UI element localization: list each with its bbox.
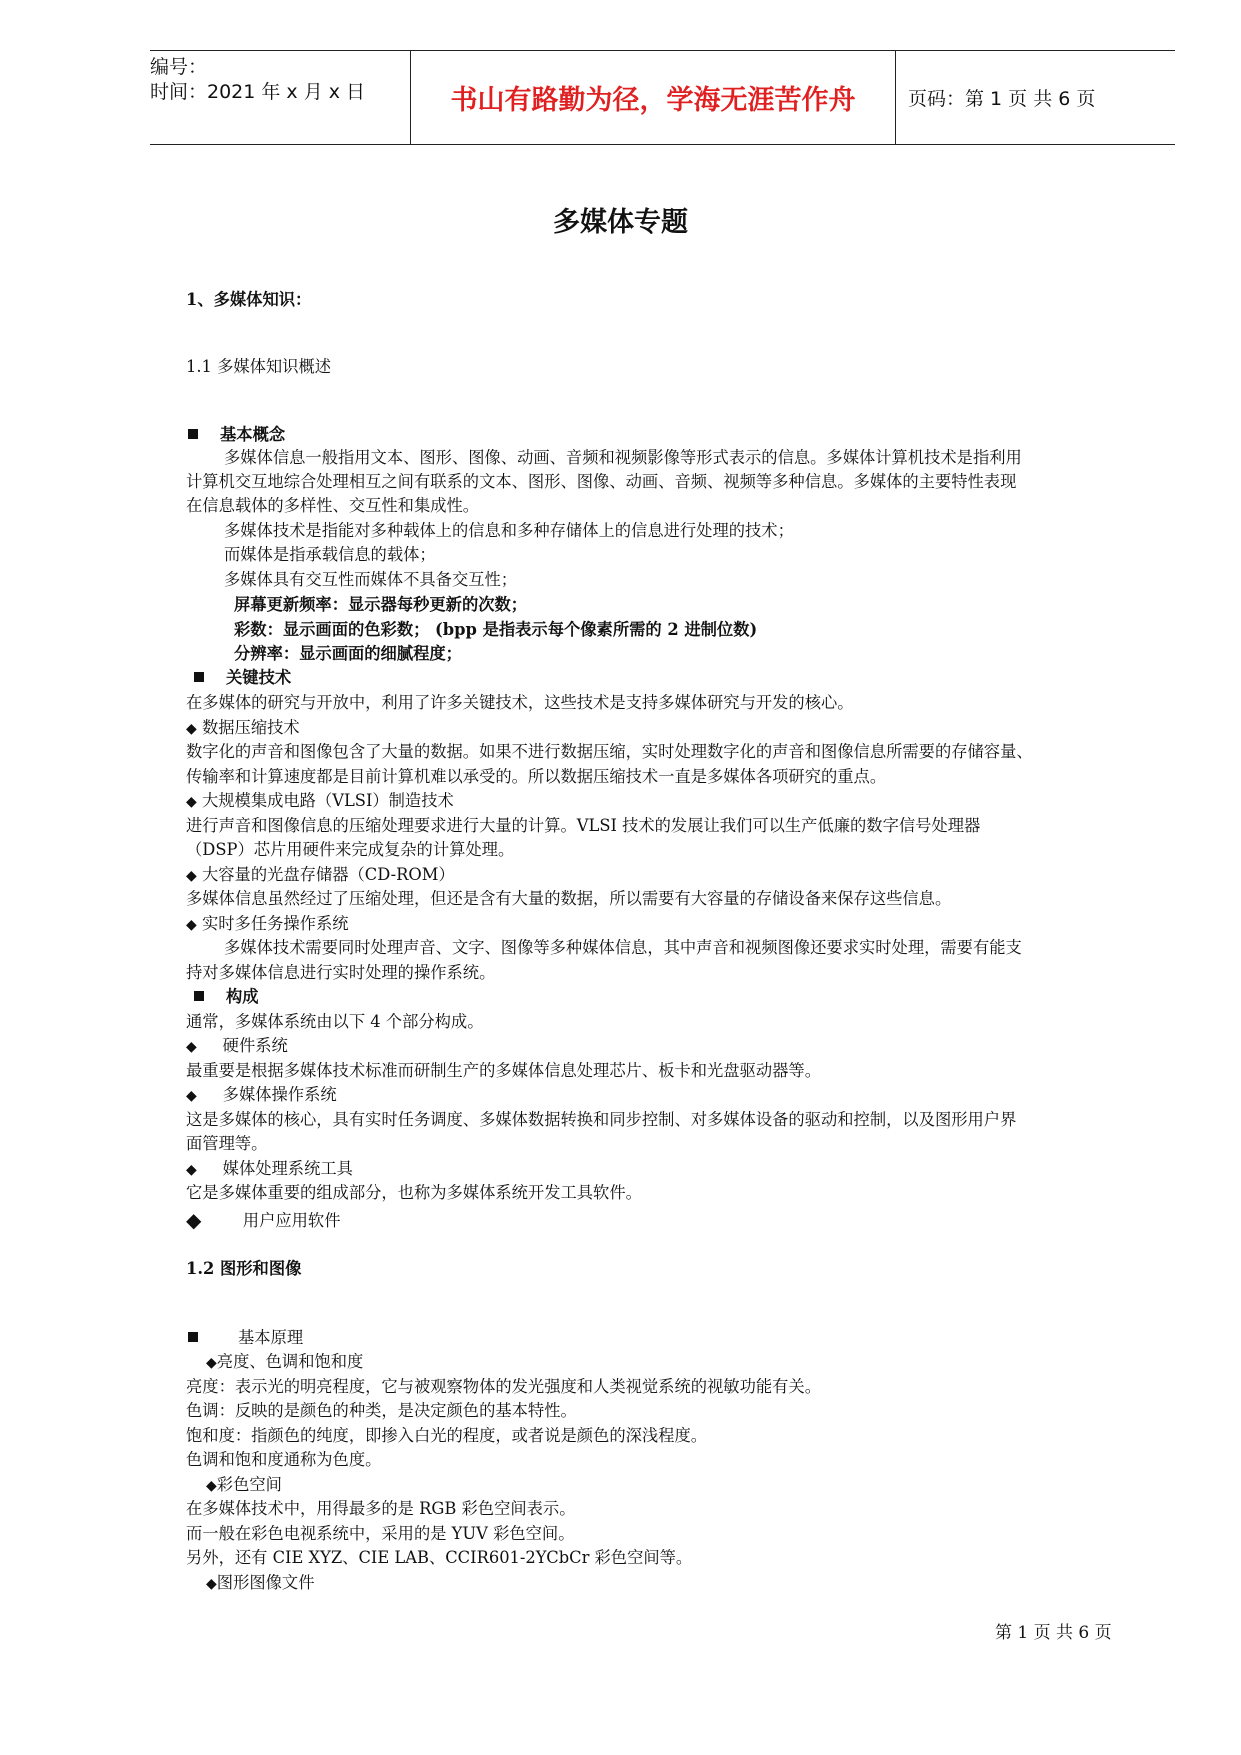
- paragraph-line: 通常，多媒体系统由以下 4 个部分构成。: [186, 1012, 484, 1031]
- square-bullet-icon: [194, 991, 204, 1001]
- paragraph-line: 多媒体信息虽然经过了压缩处理，但还是含有大量的数据，所以需要有大容量的存储设备来保存这些信息。: [186, 889, 952, 908]
- heading-basic-concept: [188, 424, 285, 446]
- paragraph-line: 饱和度：指颜色的纯度，即掺入白光的程度，或者说是颜色的深浅程度。: [186, 1426, 708, 1445]
- square-bullet-icon: [188, 1332, 198, 1342]
- section-heading-1-1: 1.1 多媒体知识概述: [186, 357, 332, 376]
- diamond-bullet-icon: ◆: [186, 794, 197, 810]
- page-footer: 第 1 页 共 6 页: [995, 1623, 1112, 1643]
- definition-line: 屏幕更新频率：显示器每秒更新的次数；: [234, 595, 528, 614]
- bullet-text: 用户应用软件: [242, 1211, 341, 1230]
- paragraph-line: 计算机交互地综合处理相互之间有联系的文本、图形、图像、动画、音频、视频等多种信息。多媒体的主要特性表现: [186, 472, 1017, 491]
- diamond-bullet-icon: ◆: [186, 721, 197, 737]
- paragraph-line: 它是多媒体重要的组成部分，也称为多媒体系统开发工具软件。: [186, 1183, 642, 1202]
- diamond-bullet-icon: ◆: [186, 917, 197, 933]
- bullet-heading: [206, 1351, 363, 1374]
- square-bullet-icon: [188, 429, 198, 439]
- page-header: [150, 50, 1175, 145]
- bullet-heading: [186, 864, 455, 887]
- definition-line: 彩数：显示画面的色彩数； (bpp 是指表示每个像素所需的 2 进制位数): [234, 620, 758, 639]
- bullet-heading: [186, 1158, 353, 1181]
- bullet-heading: [206, 1572, 314, 1595]
- bullet-heading: [186, 1084, 337, 1107]
- diamond-bullet-icon: ◆: [186, 1208, 202, 1232]
- diamond-bullet-icon: ◆: [206, 1355, 217, 1371]
- header-left: [150, 51, 410, 144]
- heading-principle: [188, 1327, 303, 1349]
- paragraph-line: 在信息载体的多样性、交互性和集成性。: [186, 496, 480, 515]
- paragraph-line: 最重要是根据多媒体技术标准而研制生产的多媒体信息处理芯片、板卡和光盘驱动器等。: [186, 1061, 821, 1080]
- square-bullet-icon: [194, 672, 204, 682]
- bullet-text: 亮度、色调和饱和度: [216, 1352, 364, 1371]
- paragraph-line: 这是多媒体的核心，具有实时任务调度、多媒体数据转换和同步控制、对多媒体设备的驱动和控制，以及图形用户界: [186, 1110, 1017, 1129]
- bullet-text: 硬件系统: [222, 1036, 288, 1055]
- bullet-text: 数据压缩技术: [201, 718, 300, 737]
- bullet-text: 媒体处理系统工具: [222, 1159, 353, 1178]
- paragraph-line: 传输率和计算速度都是目前计算机难以承受的。所以数据压缩技术一直是多媒体各项研究的重点。: [186, 767, 887, 786]
- section-heading-1-2: 1.2 图形和图像: [186, 1259, 302, 1278]
- heading-text: 构成: [226, 987, 259, 1006]
- paragraph-line: （DSP）芯片用硬件来完成复杂的计算处理。: [186, 840, 515, 859]
- heading-key-tech: [194, 667, 291, 689]
- paragraph-line: 多媒体具有交互性而媒体不具备交互性；: [224, 570, 518, 589]
- diamond-bullet-icon: ◆: [186, 1039, 197, 1055]
- bullet-text: 图形图像文件: [216, 1573, 315, 1592]
- definition-line: 分辨率：显示画面的细腻程度；: [234, 644, 462, 663]
- paragraph-line: 色调：反映的是颜色的种类，是决定颜色的基本特性。: [186, 1401, 577, 1420]
- paragraph-line: 进行声音和图像信息的压缩处理要求进行大量的计算。VLSI 技术的发展让我们可以生产低廉的数字信号处理器: [186, 816, 981, 835]
- paragraph-line: 而一般在彩色电视系统中，采用的是 YUV 彩色空间。: [186, 1524, 575, 1543]
- diamond-bullet-icon: ◆: [206, 1478, 217, 1494]
- heading-text: 关键技术: [226, 668, 292, 687]
- bullet-text: 大规模集成电路（VLSI）制造技术: [201, 791, 454, 810]
- bullet-heading: [186, 1035, 288, 1058]
- bullet-heading: [186, 790, 454, 813]
- bullet-text: 大容量的光盘存储器（CD-ROM）: [201, 865, 455, 884]
- paragraph-line: 亮度：表示光的明亮程度，它与被观察物体的发光强度和人类视觉系统的视敏功能有关。: [186, 1377, 821, 1396]
- paragraph-line: 而媒体是指承载信息的载体；: [224, 545, 436, 564]
- paragraph-line: 多媒体技术是指能对多种载体上的信息和多种存储体上的信息进行处理的技术；: [224, 521, 794, 540]
- bullet-text: 实时多任务操作系统: [201, 914, 349, 933]
- paragraph-line: 在多媒体技术中，用得最多的是 RGB 彩色空间表示。: [186, 1499, 576, 1518]
- bullet-text: 彩色空间: [216, 1475, 282, 1494]
- bullet-text: 多媒体操作系统: [222, 1085, 337, 1104]
- document-title: 多媒体专题: [553, 207, 688, 238]
- bullet-heading: [186, 1209, 341, 1232]
- heading-text: 基本原理: [238, 1328, 304, 1347]
- paragraph-line: 持对多媒体信息进行实时处理的操作系统。: [186, 963, 496, 982]
- paragraph-line: 多媒体信息一般指用文本、图形、图像、动画、音频和视频影像等形式表示的信息。多媒体计算机技术是指利用: [224, 448, 1022, 467]
- paragraph-line: 另外，还有 CIE XYZ、CIE LAB、CCIR601-2YCbCr 彩色空间等。: [186, 1548, 693, 1567]
- diamond-bullet-icon: ◆: [206, 1576, 217, 1592]
- heading-text: 基本概念: [220, 425, 286, 444]
- number-label: 编号：: [150, 56, 208, 78]
- heading-compose: [194, 986, 259, 1008]
- diamond-bullet-icon: ◆: [186, 868, 197, 884]
- bullet-heading: [186, 913, 349, 936]
- diamond-bullet-icon: ◆: [186, 1162, 197, 1178]
- paragraph-line: 色调和饱和度通称为色度。: [186, 1450, 382, 1469]
- motto: 书山有路勤为径，学海无涯苦作舟: [410, 51, 896, 144]
- paragraph-line: 多媒体技术需要同时处理声音、文字、图像等多种媒体信息，其中声音和视频图像还要求实时处理，需要有能支: [224, 938, 1022, 957]
- bullet-heading: [186, 717, 300, 740]
- paragraph-line: 在多媒体的研究与开放中，利用了许多关键技术，这些技术是支持多媒体研究与开发的核心。: [186, 693, 854, 712]
- bullet-heading: [206, 1474, 282, 1497]
- paragraph-line: 面管理等。: [186, 1134, 268, 1153]
- paragraph-line: 数字化的声音和图像包含了大量的数据。如果不进行数据压缩，实时处理数字化的声音和图像信息所需要的存储容量、: [186, 742, 1033, 761]
- section-heading-1: 1、多媒体知识：: [186, 290, 312, 309]
- page-label: 页码：第 1 页 共 6 页: [908, 88, 1096, 110]
- diamond-bullet-icon: ◆: [186, 1088, 197, 1104]
- time-label: 时间：2021 年 x 月 x 日: [150, 81, 366, 103]
